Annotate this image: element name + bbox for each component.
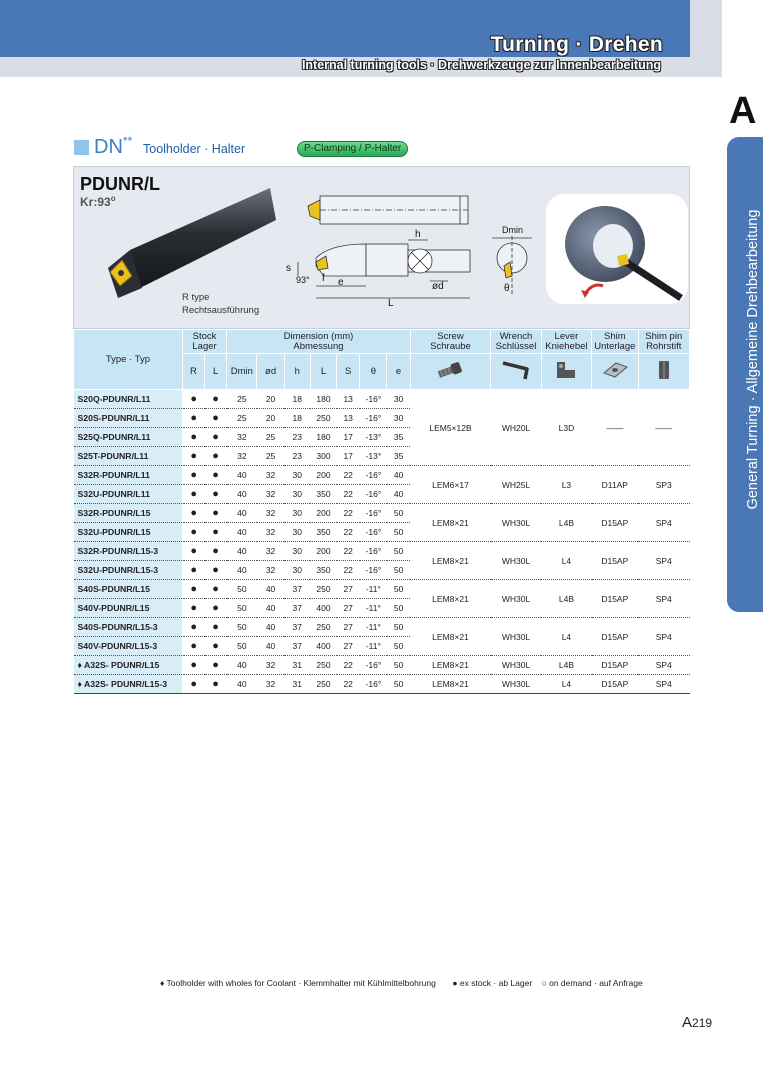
cell-wrench: WH30L xyxy=(491,542,541,580)
cell-l: ● xyxy=(205,428,227,447)
cell-od: 32 xyxy=(257,656,284,675)
dim-angle: 93° xyxy=(296,275,310,285)
cell-shimpin: SP3 xyxy=(638,466,690,504)
cell-od: 32 xyxy=(257,561,284,580)
cell-r: ● xyxy=(182,504,204,523)
cell-lc: 250 xyxy=(310,675,336,694)
cell-h: 37 xyxy=(284,580,310,599)
wrench-icon xyxy=(499,359,533,381)
cell-theta: -16° xyxy=(360,523,387,542)
cell-l: ● xyxy=(205,390,227,409)
cell-l: ● xyxy=(205,523,227,542)
cell-screw: LEM8×21 xyxy=(410,675,491,694)
cell-e: 50 xyxy=(387,580,410,599)
cell-dmin: 50 xyxy=(227,618,257,637)
section-label: Toolholder · Halter xyxy=(143,142,246,156)
page-number: A219 xyxy=(682,1014,713,1031)
cell-lc: 250 xyxy=(310,409,336,428)
cell-e: 50 xyxy=(387,504,410,523)
shim-icon-cell xyxy=(592,354,638,390)
cell-type: S40S-PDUNR/L15-3 xyxy=(74,618,183,637)
cell-shim: —— xyxy=(592,390,638,466)
cell-wrench: WH20L xyxy=(491,390,541,466)
cell-r: ● xyxy=(182,485,204,504)
cell-dmin: 40 xyxy=(227,523,257,542)
cell-lc: 350 xyxy=(310,485,336,504)
cell-e: 50 xyxy=(387,637,410,656)
cell-l: ● xyxy=(205,485,227,504)
cell-h: 37 xyxy=(284,637,310,656)
cell-e: 50 xyxy=(387,618,410,637)
cell-dmin: 40 xyxy=(227,561,257,580)
cell-r: ● xyxy=(182,447,204,466)
cell-dmin: 32 xyxy=(227,447,257,466)
cell-lc: 400 xyxy=(310,637,336,656)
header-h: h xyxy=(284,354,310,390)
cell-shimpin: SP4 xyxy=(638,580,690,618)
dim-od: ød xyxy=(432,281,444,292)
cell-type: ♦ A32S- PDUNR/L15-3 xyxy=(74,675,183,694)
cell-r: ● xyxy=(182,542,204,561)
cell-h: 30 xyxy=(284,523,310,542)
approach-angle: Kr:93$^o$ xyxy=(80,194,116,209)
cell-l: ● xyxy=(205,504,227,523)
cell-s: 17 xyxy=(337,428,360,447)
page-title: Turning · Drehen xyxy=(490,33,663,56)
cell-e: 50 xyxy=(387,675,410,694)
cell-h: 30 xyxy=(284,542,310,561)
cell-theta: -11° xyxy=(360,580,387,599)
table-row xyxy=(74,504,690,523)
cell-lever: L3 xyxy=(541,466,591,504)
legend-coolant: ♦ Toolholder with wholes for Coolant · Klemmhalter mit Kühlmittelbohrung xyxy=(160,978,436,988)
cell-s: 22 xyxy=(337,561,360,580)
cell-od: 40 xyxy=(257,618,284,637)
cell-od: 32 xyxy=(257,523,284,542)
rtype-de: Rechtsausführung xyxy=(182,305,260,316)
legend-exstock: ● ex stock · ab Lager xyxy=(452,978,533,988)
dim-f: f xyxy=(322,273,325,284)
header-L: L xyxy=(205,354,227,390)
cell-r: ● xyxy=(182,618,204,637)
cell-shim: D11AP xyxy=(592,466,638,504)
cell-theta: -11° xyxy=(360,618,387,637)
cell-r: ● xyxy=(182,523,204,542)
cell-lc: 250 xyxy=(310,656,336,675)
cell-screw: LEM8×21 xyxy=(410,618,491,656)
cell-dmin: 25 xyxy=(227,409,257,428)
dim-L: L xyxy=(388,298,394,309)
cell-e: 35 xyxy=(387,428,410,447)
cell-wrench: WH30L xyxy=(491,656,541,675)
cell-shim: D15AP xyxy=(592,542,638,580)
shimpin-icon xyxy=(652,358,676,382)
cell-od: 20 xyxy=(257,390,284,409)
cell-theta: -11° xyxy=(360,637,387,656)
cell-wrench: WH30L xyxy=(491,580,541,618)
cell-theta: -16° xyxy=(360,409,387,428)
cell-screw: LEM6×17 xyxy=(410,466,491,504)
cell-lc: 350 xyxy=(310,561,336,580)
technical-drawing xyxy=(280,186,545,311)
cell-h: 30 xyxy=(284,561,310,580)
cell-type: S32U-PDUNR/L15 xyxy=(74,523,183,542)
cell-l: ● xyxy=(205,409,227,428)
lever-icon-cell xyxy=(541,354,591,390)
cell-h: 30 xyxy=(284,466,310,485)
cell-e: 50 xyxy=(387,523,410,542)
cell-type: S40S-PDUNR/L15 xyxy=(74,580,183,599)
application-photo xyxy=(555,198,685,302)
header-stock: Stock Lager xyxy=(182,330,226,354)
cell-lc: 350 xyxy=(310,523,336,542)
cell-shimpin: SP4 xyxy=(638,542,690,580)
product-name: PDUNR/L xyxy=(80,174,160,194)
cell-shim: D15AP xyxy=(592,656,638,675)
cell-lc: 180 xyxy=(310,428,336,447)
cell-shimpin: SP4 xyxy=(638,618,690,656)
chapter-tab[interactable] xyxy=(727,137,763,612)
cell-r: ● xyxy=(182,656,204,675)
cell-type: S25T-PDUNR/L11 xyxy=(74,447,183,466)
cell-s: 22 xyxy=(337,485,360,504)
cell-dmin: 25 xyxy=(227,390,257,409)
section-code: DN** xyxy=(94,134,133,158)
cell-theta: -16° xyxy=(360,466,387,485)
cell-od: 40 xyxy=(257,637,284,656)
cell-theta: -16° xyxy=(360,542,387,561)
cell-l: ● xyxy=(205,637,227,656)
table-row xyxy=(74,542,690,561)
cell-lc: 250 xyxy=(310,580,336,599)
cell-l: ● xyxy=(205,580,227,599)
cell-r: ● xyxy=(182,637,204,656)
cell-wrench: WH30L xyxy=(491,504,541,542)
cell-dmin: 40 xyxy=(227,485,257,504)
cell-type: S32R-PDUNR/L15 xyxy=(74,504,183,523)
cell-r: ● xyxy=(182,409,204,428)
cell-e: 35 xyxy=(387,447,410,466)
cell-h: 23 xyxy=(284,447,310,466)
page-subtitle: Internal turning tools · Drehwerkzeuge zur Innenbearbeitung xyxy=(301,58,661,72)
cell-r: ● xyxy=(182,390,204,409)
screw-icon-cell xyxy=(410,354,491,390)
cell-s: 22 xyxy=(337,466,360,485)
table-row xyxy=(74,466,690,485)
section-marker xyxy=(74,140,89,155)
cell-od: 32 xyxy=(257,675,284,694)
cell-lc: 200 xyxy=(310,466,336,485)
cell-lever: L4 xyxy=(541,542,591,580)
cell-lever: L3D xyxy=(541,390,591,466)
cell-type: ♦ A32S- PDUNR/L15 xyxy=(74,656,183,675)
cell-theta: -16° xyxy=(360,656,387,675)
cell-h: 30 xyxy=(284,504,310,523)
cell-s: 13 xyxy=(337,390,360,409)
shimpin-icon-cell xyxy=(638,354,690,390)
header-screw: Screw Schraube xyxy=(410,330,491,354)
header-od: ød xyxy=(257,354,284,390)
cell-l: ● xyxy=(205,542,227,561)
cell-e: 40 xyxy=(387,466,410,485)
cell-shim: D15AP xyxy=(592,580,638,618)
cell-od: 25 xyxy=(257,428,284,447)
cell-screw: LEM8×21 xyxy=(410,542,491,580)
dim-dmin: Dmin xyxy=(502,225,524,235)
cell-h: 31 xyxy=(284,656,310,675)
header-R: R xyxy=(182,354,204,390)
cell-lc: 400 xyxy=(310,599,336,618)
cell-e: 50 xyxy=(387,542,410,561)
cell-l: ● xyxy=(205,447,227,466)
header-wrench: Wrench Schlüssel xyxy=(491,330,541,354)
cell-s: 13 xyxy=(337,409,360,428)
cell-h: 18 xyxy=(284,390,310,409)
cell-h: 18 xyxy=(284,409,310,428)
cell-od: 40 xyxy=(257,599,284,618)
cell-e: 50 xyxy=(387,599,410,618)
cell-h: 23 xyxy=(284,428,310,447)
cell-lc: 300 xyxy=(310,447,336,466)
chapter-tab-label: General Turning · Allgemeine Drehbearbeitung xyxy=(745,209,761,510)
table-row xyxy=(74,580,690,599)
header-dimension: Dimension (mm) Abmessung xyxy=(227,330,410,354)
cell-shim: D15AP xyxy=(592,504,638,542)
cell-r: ● xyxy=(182,561,204,580)
cell-dmin: 40 xyxy=(227,656,257,675)
cell-s: 27 xyxy=(337,618,360,637)
cell-screw: LEM8×21 xyxy=(410,580,491,618)
cell-shimpin: SP4 xyxy=(638,504,690,542)
header-e: e xyxy=(387,354,410,390)
cell-r: ● xyxy=(182,580,204,599)
header-dmin: Dmin xyxy=(227,354,257,390)
header-length: L xyxy=(310,354,336,390)
cell-screw: LEM8×21 xyxy=(410,504,491,542)
cell-screw: LEM5×12B xyxy=(410,390,491,466)
specification-rows xyxy=(74,390,690,694)
cell-lever: L4B xyxy=(541,656,591,675)
cell-r: ● xyxy=(182,675,204,694)
cell-s: 22 xyxy=(337,656,360,675)
specification-table xyxy=(73,329,690,694)
cell-r: ● xyxy=(182,428,204,447)
cell-lever: L4 xyxy=(541,675,591,694)
cell-l: ● xyxy=(205,656,227,675)
cell-type: S20S-PDUNR/L11 xyxy=(74,409,183,428)
cell-shimpin: —— xyxy=(638,390,690,466)
cell-l: ● xyxy=(205,599,227,618)
cell-l: ● xyxy=(205,466,227,485)
cell-type: S32U-PDUNR/L15-3 xyxy=(74,561,183,580)
cell-e: 30 xyxy=(387,409,410,428)
screw-icon xyxy=(433,359,467,381)
cell-shimpin: SP4 xyxy=(638,675,690,694)
cell-h: 31 xyxy=(284,675,310,694)
dim-theta: θ xyxy=(504,283,510,294)
cell-wrench: WH25L xyxy=(491,466,541,504)
cell-lc: 250 xyxy=(310,618,336,637)
cell-s: 27 xyxy=(337,637,360,656)
cell-lever: L4B xyxy=(541,580,591,618)
table-row xyxy=(74,675,690,694)
cell-dmin: 40 xyxy=(227,466,257,485)
header-theta: θ xyxy=(360,354,387,390)
chapter-letter: A xyxy=(729,90,757,132)
cell-type: S32R-PDUNR/L15-3 xyxy=(74,542,183,561)
cell-od: 20 xyxy=(257,409,284,428)
dim-h: h xyxy=(415,229,421,240)
cell-e: 30 xyxy=(387,390,410,409)
cell-od: 32 xyxy=(257,504,284,523)
cell-theta: -16° xyxy=(360,485,387,504)
cell-type: S32R-PDUNR/L11 xyxy=(74,466,183,485)
cell-theta: -11° xyxy=(360,599,387,618)
cell-wrench: WH30L xyxy=(491,675,541,694)
cell-od: 32 xyxy=(257,542,284,561)
header-type: Type · Typ xyxy=(74,330,183,390)
cell-shim: D15AP xyxy=(592,675,638,694)
cell-h: 30 xyxy=(284,485,310,504)
cell-s: 27 xyxy=(337,580,360,599)
clamping-badge: P-Clamping / P-Halter xyxy=(297,141,408,157)
cell-theta: -16° xyxy=(360,390,387,409)
header-shim: Shim Unterlage xyxy=(592,330,638,354)
cell-dmin: 40 xyxy=(227,542,257,561)
cell-l: ● xyxy=(205,675,227,694)
cell-r: ● xyxy=(182,599,204,618)
cell-e: 40 xyxy=(387,485,410,504)
cell-dmin: 50 xyxy=(227,580,257,599)
cell-dmin: 50 xyxy=(227,599,257,618)
cell-type: S32U-PDUNR/L11 xyxy=(74,485,183,504)
cell-theta: -16° xyxy=(360,504,387,523)
cell-l: ● xyxy=(205,618,227,637)
cell-type: S25Q-PDUNR/L11 xyxy=(74,428,183,447)
cell-theta: -13° xyxy=(360,447,387,466)
cell-theta: -13° xyxy=(360,428,387,447)
legend-footnote xyxy=(160,978,643,988)
cell-shimpin: SP4 xyxy=(638,656,690,675)
header-lever: Lever Kniehebel xyxy=(541,330,591,354)
cell-dmin: 40 xyxy=(227,504,257,523)
wrench-icon-cell xyxy=(491,354,541,390)
cell-lever: L4 xyxy=(541,618,591,656)
cell-dmin: 40 xyxy=(227,675,257,694)
cell-dmin: 50 xyxy=(227,637,257,656)
cell-s: 27 xyxy=(337,599,360,618)
table-row xyxy=(74,656,690,675)
cell-e: 50 xyxy=(387,656,410,675)
cell-lc: 180 xyxy=(310,390,336,409)
cell-theta: -16° xyxy=(360,675,387,694)
cell-lc: 200 xyxy=(310,504,336,523)
cell-type: S20Q-PDUNR/L11 xyxy=(74,390,183,409)
lever-icon xyxy=(551,358,581,382)
cell-od: 25 xyxy=(257,447,284,466)
cell-lc: 200 xyxy=(310,542,336,561)
cell-type: S40V-PDUNR/L15 xyxy=(74,599,183,618)
cell-od: 32 xyxy=(257,466,284,485)
cell-e: 50 xyxy=(387,561,410,580)
dim-e: e xyxy=(338,277,344,288)
cell-l: ● xyxy=(205,561,227,580)
rtype-en: R type xyxy=(182,292,210,303)
shim-icon xyxy=(600,359,630,381)
cell-s: 17 xyxy=(337,447,360,466)
cell-s: 22 xyxy=(337,542,360,561)
cell-h: 37 xyxy=(284,618,310,637)
cell-dmin: 32 xyxy=(227,428,257,447)
right-type-label xyxy=(182,291,259,317)
table-row xyxy=(74,390,690,409)
dim-s: s xyxy=(286,263,291,274)
cell-h: 37 xyxy=(284,599,310,618)
cell-s: 22 xyxy=(337,675,360,694)
cell-theta: -16° xyxy=(360,561,387,580)
cell-type: S40V-PDUNR/L15-3 xyxy=(74,637,183,656)
cell-shim: D15AP xyxy=(592,618,638,656)
cell-s: 22 xyxy=(337,504,360,523)
cell-r: ● xyxy=(182,466,204,485)
cell-od: 40 xyxy=(257,580,284,599)
cell-lever: L4B xyxy=(541,504,591,542)
header-S: S xyxy=(337,354,360,390)
cell-s: 22 xyxy=(337,523,360,542)
cell-screw: LEM8×21 xyxy=(410,656,491,675)
cell-od: 32 xyxy=(257,485,284,504)
cell-wrench: WH30L xyxy=(491,618,541,656)
table-row xyxy=(74,618,690,637)
header-shimpin: Shim pin Rohrstift xyxy=(638,330,690,354)
legend-ondemand: ○ on demand · auf Anfrage xyxy=(541,978,643,988)
